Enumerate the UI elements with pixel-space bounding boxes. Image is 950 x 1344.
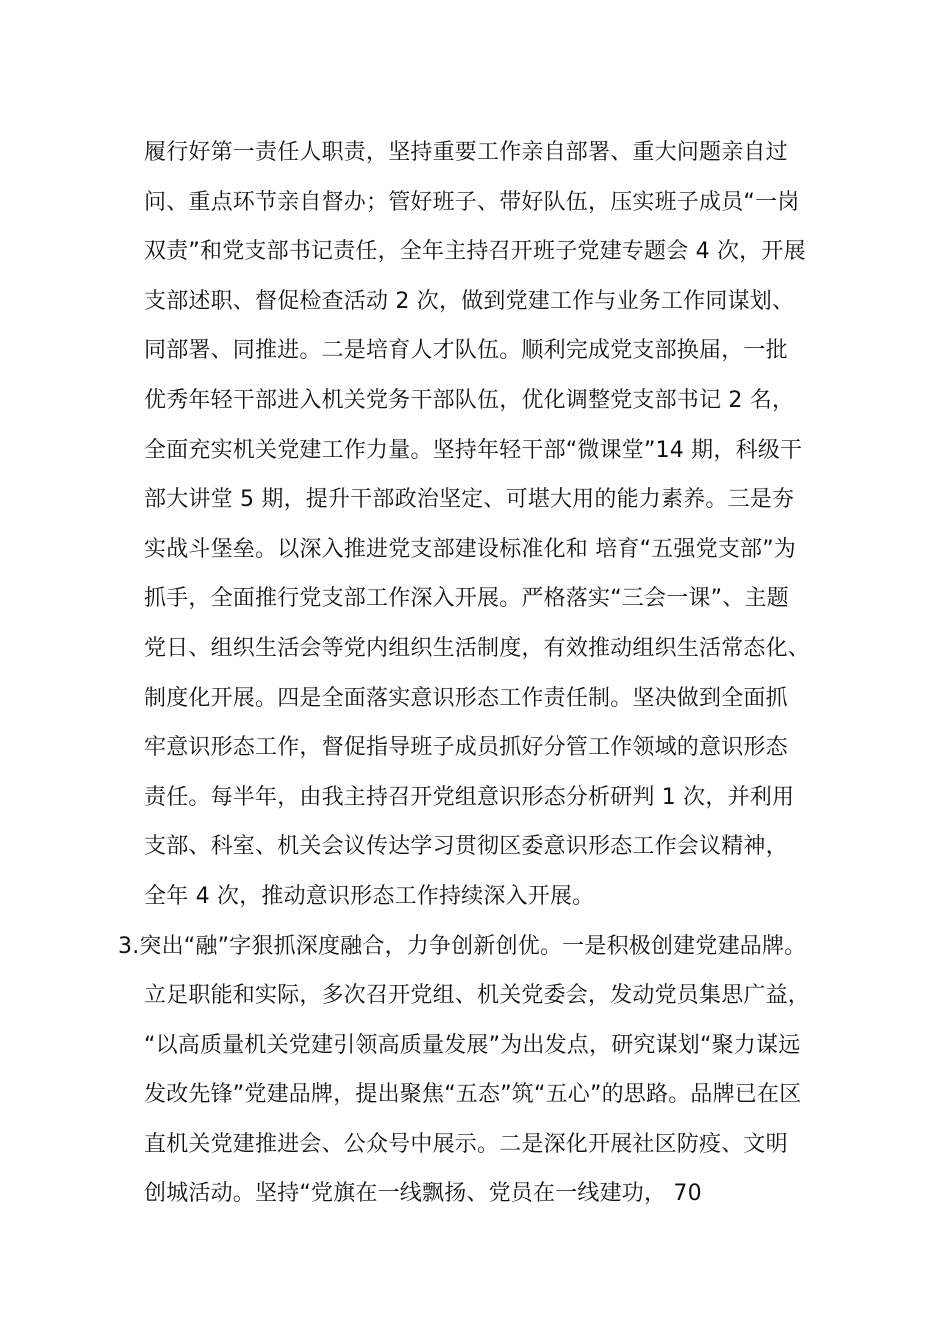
text-line-2: 问、重点环节亲自督办；管好班子、带好队伍，压实班子成员“一岗 <box>144 189 800 215</box>
text-line-7: 全面充实机关党建工作力量。坚持年轻干部“微课堂”14 期，科级干 <box>144 437 803 463</box>
text-line-21: 直机关党建推进会、公众号中展示。二是深化开展社区防疫、文明 <box>144 1131 788 1157</box>
text-line-14: 责任。每半年，由我主持召开党组意识形态分析研判 1 次，并利用 <box>144 784 795 810</box>
text-line-10: 抓手，全面推行党支部工作深入开展。严格落实“三会一课”、主题 <box>144 586 789 612</box>
text-line-20: 发改先锋”党建品牌，提出聚焦“五态”筑“五心”的思路。品牌已在区 <box>144 1082 802 1108</box>
text-line-9: 实战斗堡垒。以深入推进党支部建设标准化和 培育“五强党支部”为 <box>144 536 796 562</box>
text-line-16: 全年 4 次，推动意识形态工作持续深入开展。 <box>144 883 595 909</box>
text-line-6: 优秀年轻干部进入机关党务干部队伍，优化调整党支部书记 2 名， <box>144 387 795 413</box>
text-line-22: 创城活动。坚持“党旗在一线飘扬、党员在一线建功， 70 <box>144 1181 702 1207</box>
text-line-4: 支部述职、督促检查活动 2 次，做到党建工作与业务工作同谋划、 <box>144 288 795 314</box>
text-line-8: 部大讲堂 5 期，提升干部政治坚定、可堪大用的能力素养。三是夯 <box>144 487 795 513</box>
text-line-3: 双责”和党支部书记责任，全年主持召开班子党建专题会 4 次，开展 <box>144 239 806 265</box>
text-line-19: “以高质量机关党建引领高质量发展”为出发点，研究谋划“聚力谋远 <box>144 1032 801 1058</box>
section-heading-3: 3.突出“融”字狠抓深度融合，力争创新创优。一是积极创建党建品牌。 <box>118 933 807 959</box>
text-line-5: 同部署、同推进。二是培育人才队伍。顺利完成党支部换届，一批 <box>144 338 788 364</box>
text-line-15: 支部、科室、机关会议传达学习贯彻区委意识形态工作会议精神， <box>144 834 788 860</box>
text-line-18: 立足职能和实际，多次召开党组、机关党委会，发动党员集思广益， <box>144 983 811 1009</box>
body-text <box>118 128 844 1219</box>
text-line-11: 党日、组织生活会等党内组织生活制度，有效推动组织生活常态化、 <box>144 635 811 661</box>
text-line-13: 牢意识形态工作，督促指导班子成员抓好分管工作领域的意识形态 <box>144 735 788 761</box>
text-line-12: 制度化开展。四是全面落实意识形态工作责任制。坚决做到全面抓 <box>144 685 788 711</box>
text-line-1: 履行好第一责任人职责，坚持重要工作亲自部署、重大问题亲自过 <box>144 140 788 165</box>
